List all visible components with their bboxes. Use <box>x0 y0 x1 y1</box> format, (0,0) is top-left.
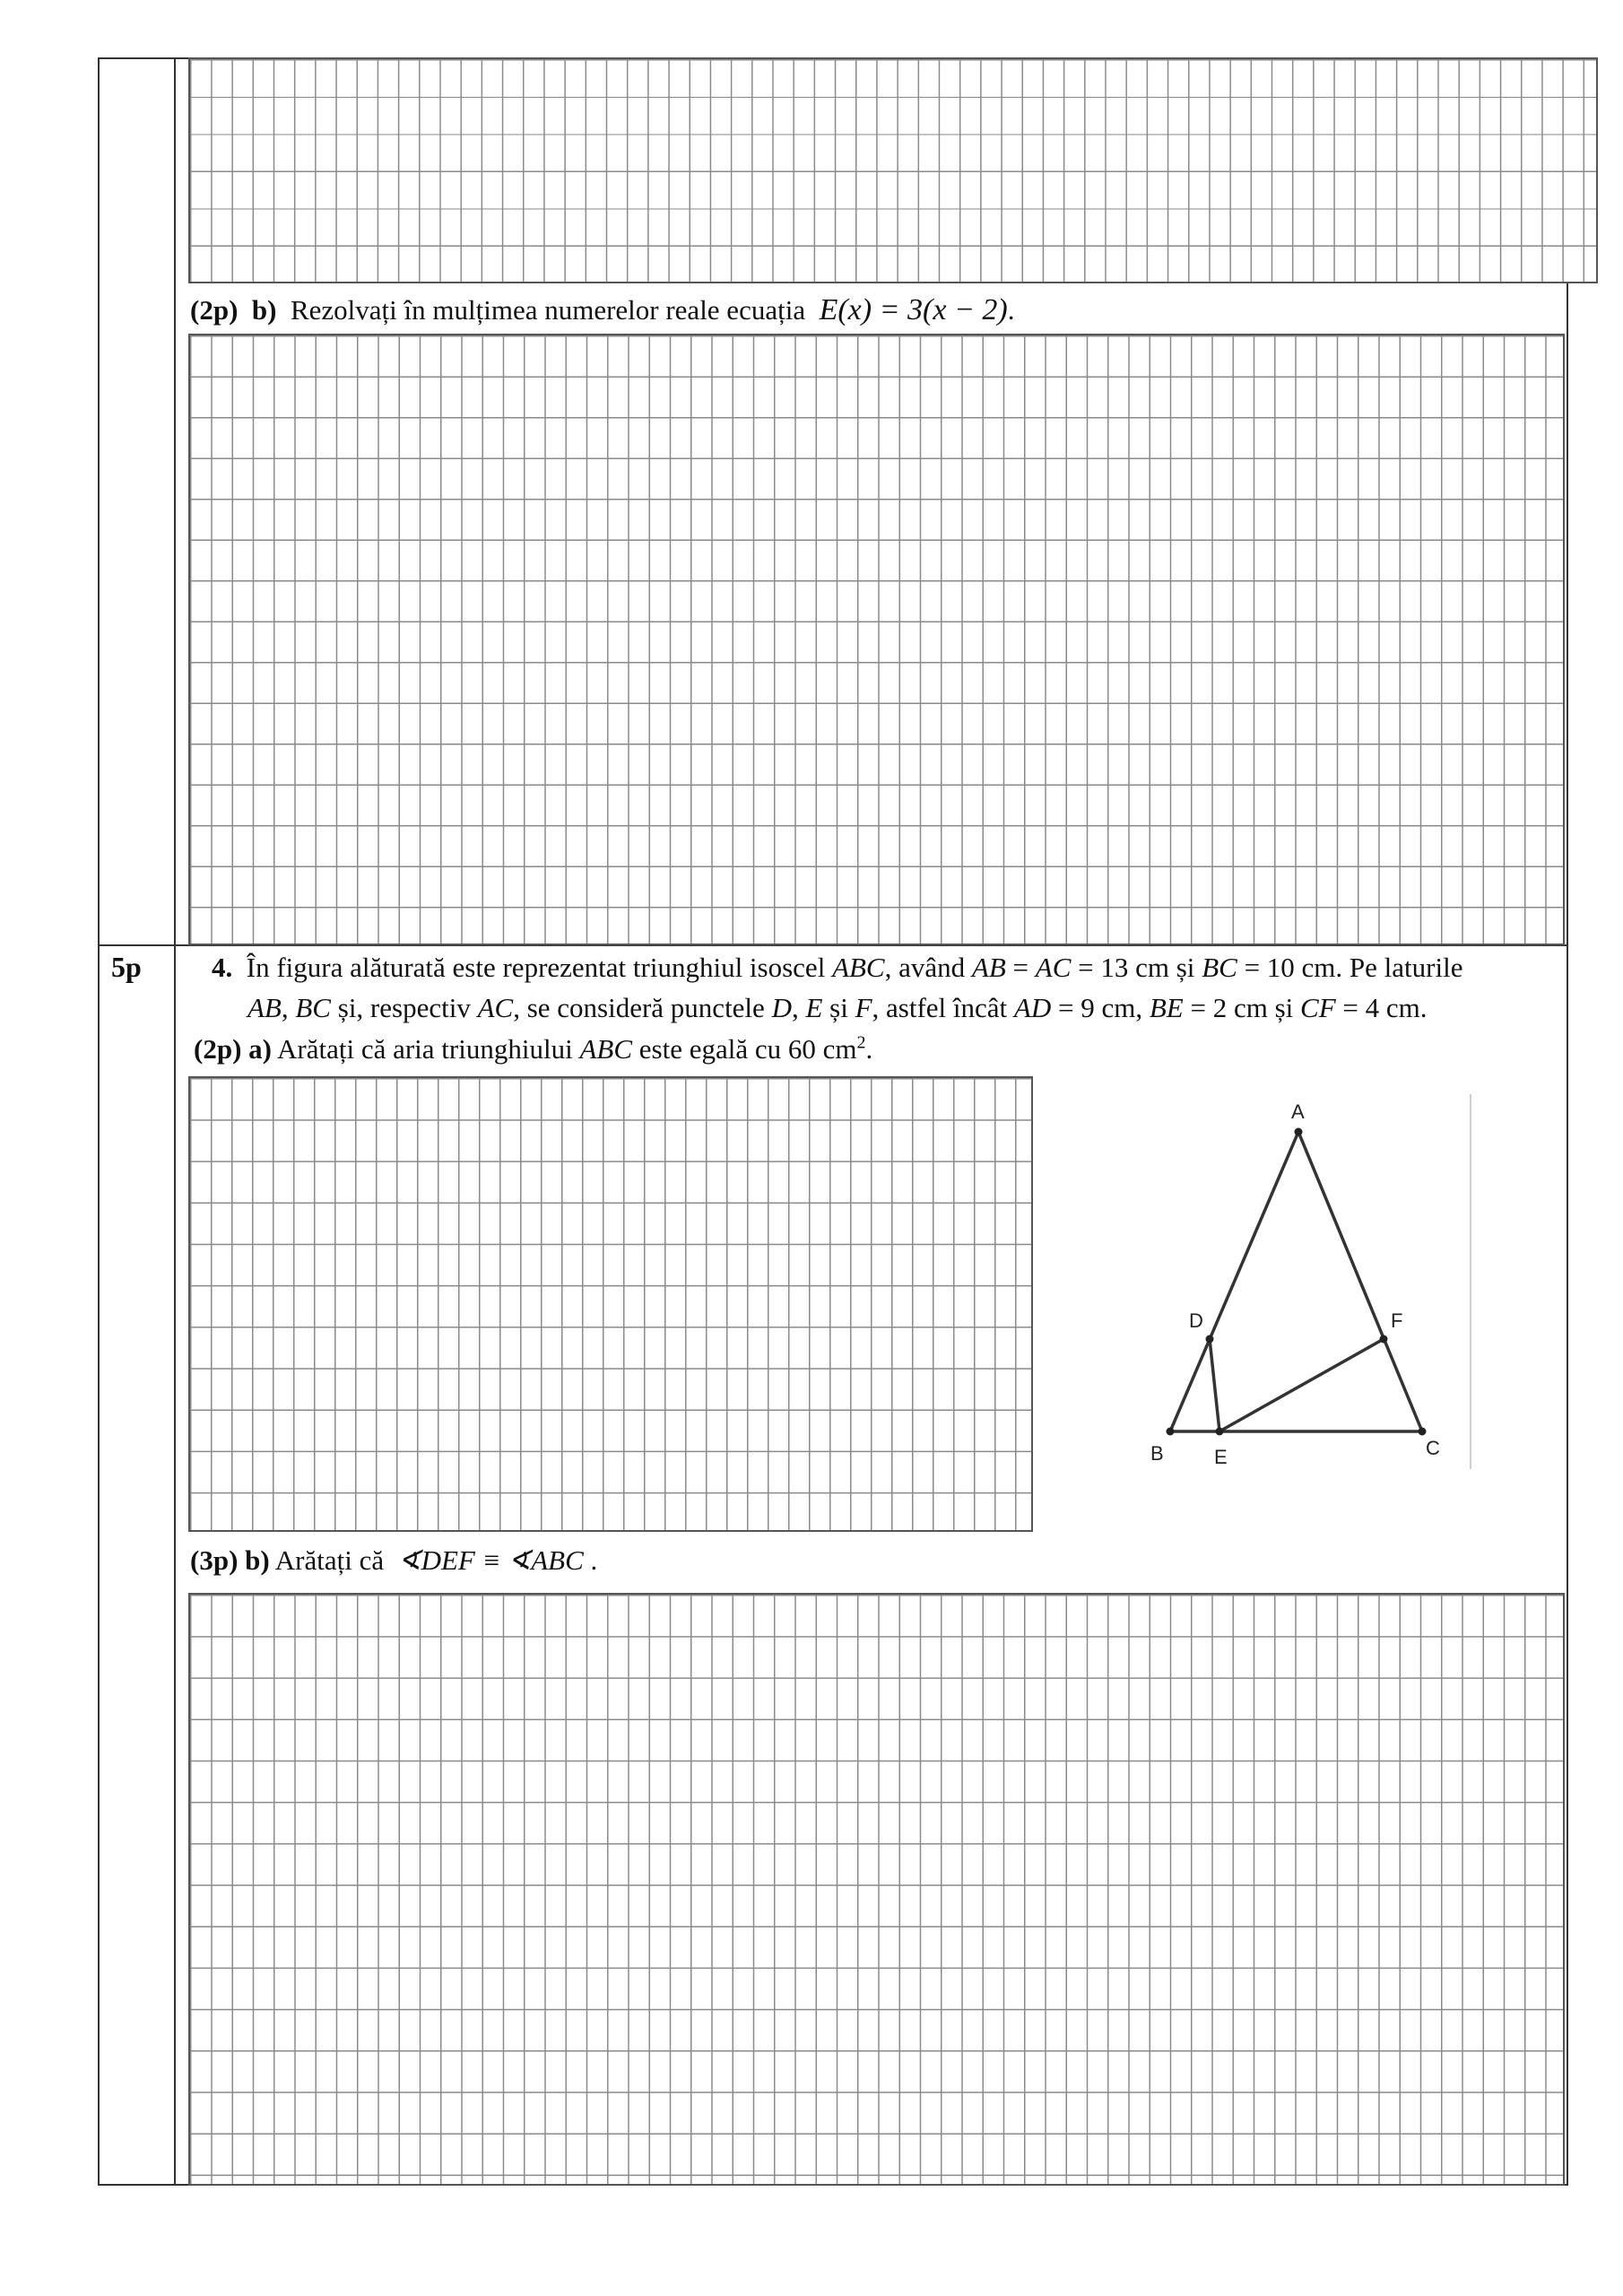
point-c <box>1419 1428 1427 1436</box>
answer-grid-previous[interactable] <box>188 57 1598 283</box>
e4-l1-eq1: = <box>1005 952 1036 983</box>
e4-l2-s8: = 2 cm și <box>1183 992 1301 1023</box>
label-d: D <box>1189 1309 1203 1332</box>
point-e <box>1216 1428 1224 1436</box>
label-c: C <box>1426 1437 1440 1459</box>
frame-divider <box>174 57 176 2186</box>
letter-4b: b) <box>245 1544 270 1576</box>
expr-4b: ∢DEF ≡ ∢ABC <box>397 1544 584 1576</box>
answer-grid-4a[interactable] <box>188 1076 1033 1532</box>
e4-l2-e: E <box>805 992 823 1023</box>
triangle-figure <box>1130 1085 1488 1489</box>
points-4a: (2p) <box>194 1033 242 1065</box>
label-b: B <box>1150 1442 1164 1465</box>
e4-l1-ac: AC <box>1035 952 1072 983</box>
e4-l2-s7: = 9 cm, <box>1051 992 1150 1023</box>
label-e: E <box>1214 1446 1228 1468</box>
e4-l2-f: F <box>855 992 872 1023</box>
e4-l2-ab: AB <box>247 992 282 1023</box>
e4-l1-ab: AB <box>971 952 1006 983</box>
answer-grid-4b[interactable] <box>188 1593 1565 2186</box>
e4-l2-s4: , <box>791 992 806 1023</box>
text2-4a: este egală cu 60 cm <box>632 1033 857 1065</box>
frame-left <box>98 57 100 2186</box>
points-3b: (2p) <box>190 294 239 326</box>
end-3b: . <box>1007 294 1015 326</box>
e4-l2-s6: , astfel încât <box>872 992 1014 1023</box>
exercise-4-line1 <box>212 950 1462 986</box>
label-f: F <box>1391 1309 1403 1332</box>
e4-l2-s5: și <box>822 992 855 1023</box>
letter-3b: b) <box>251 294 277 326</box>
end-4b: . <box>590 1544 598 1576</box>
letter-4a: a) <box>248 1033 272 1065</box>
answer-grid-3b[interactable] <box>188 334 1565 945</box>
e4-l2-d: D <box>771 992 792 1023</box>
exercise-4b-statement <box>190 1543 597 1578</box>
side-ab <box>1170 1132 1298 1431</box>
text-4a: Arătați că aria triunghiului <box>277 1033 580 1065</box>
e4-l1-p2: , având <box>884 952 972 983</box>
exercise-4a-statement <box>194 1031 872 1067</box>
e4-l1-p4: = 10 cm. Pe laturile <box>1237 952 1463 983</box>
segment-ef <box>1219 1339 1384 1431</box>
frame-right <box>1567 57 1568 2186</box>
point-d <box>1206 1335 1214 1344</box>
e4-l1-bc: BC <box>1202 952 1237 983</box>
end-4a: . <box>865 1033 873 1065</box>
e4-l2-s1: , <box>281 992 296 1023</box>
side-ac <box>1298 1132 1422 1431</box>
text-3b: Rezolvați în mulțimea numerelor reale ecuația <box>290 294 806 326</box>
e4-l2-s3: , se consideră punctele <box>513 992 772 1023</box>
exercise-4-line2 <box>247 990 1428 1026</box>
points-4b: (3p) <box>190 1544 239 1576</box>
text-4b: Arătați că <box>274 1544 385 1576</box>
equation-3b: E(x) = 3(x − 2) <box>819 293 1008 326</box>
e4-l2-cf: CF <box>1300 992 1336 1023</box>
e4-l2-bc: BC <box>295 992 331 1023</box>
point-b <box>1167 1428 1175 1436</box>
e4-l1-p1: În figura alăturată este reprezentat triunghiul isoscel <box>246 952 833 983</box>
e4-l2-ac: AC <box>477 992 514 1023</box>
point-a <box>1295 1128 1303 1136</box>
e4-l2-s9: = 4 cm. <box>1335 992 1428 1023</box>
e4-l1-p3: = 13 cm și <box>1071 952 1202 983</box>
segment-de <box>1210 1339 1219 1431</box>
point-f <box>1380 1335 1388 1344</box>
e4-l2-ad: AD <box>1013 992 1052 1023</box>
e4-l2-be: BE <box>1149 992 1184 1023</box>
exercise-3b-statement <box>190 292 1014 328</box>
number-4: 4. <box>212 952 233 983</box>
e4-l1-abc: ABC <box>832 952 885 983</box>
label-a: A <box>1291 1100 1305 1123</box>
sup-4a: 2 <box>856 1032 866 1053</box>
abc-4a: ABC <box>579 1033 633 1065</box>
e4-l2-s2: și, respectiv <box>331 992 478 1023</box>
score-exercise-4: 5p <box>111 951 142 983</box>
